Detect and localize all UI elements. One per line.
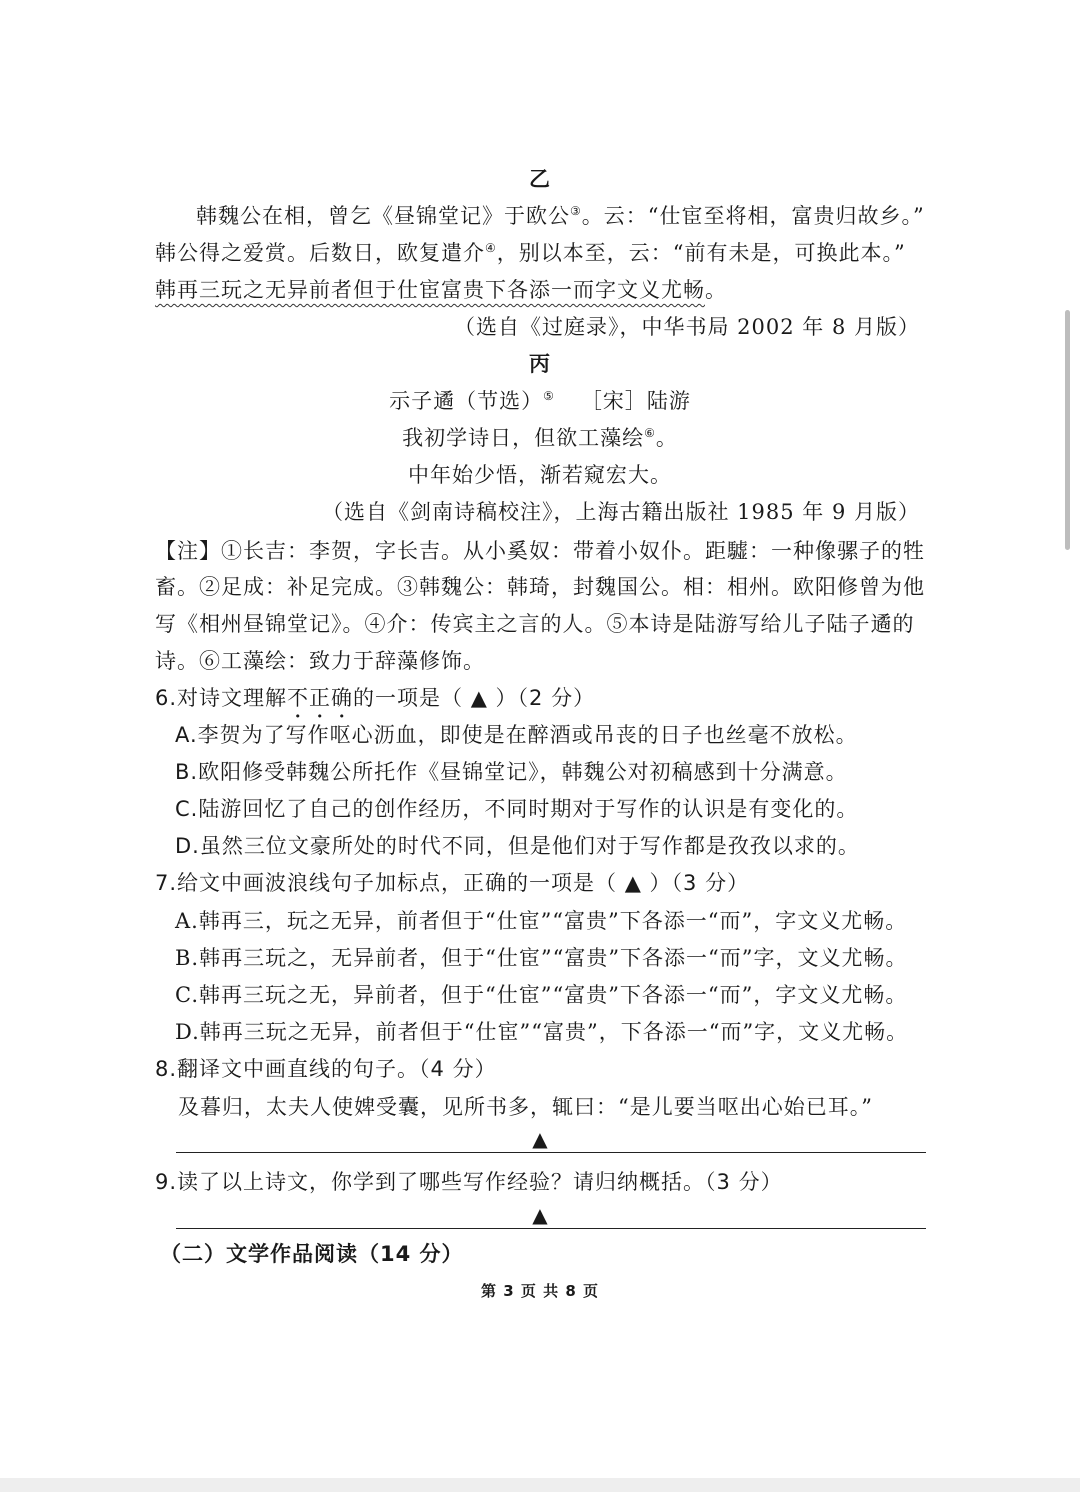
q7-option-b: B.韩再三玩之，无异前者，但于“仕宦”“富贵”下各添一“而”字，文义尤畅。	[175, 946, 908, 970]
yi-line-2-text: 韩公得之爱赏。后数日，欧复遣介	[155, 241, 485, 265]
section-2-heading: （二）文学作品阅读（14 分）	[160, 1242, 464, 1266]
q6-stem-b: 的一项是（ ▲ ）（2 分）	[353, 686, 596, 710]
section-yi-title: 乙	[529, 167, 551, 191]
notes-line-4: 诗。⑥工藻绘：致力于辞藻修饰。	[155, 649, 485, 673]
page-footer: 第 3 页 共 8 页	[481, 1282, 599, 1300]
footnote-ref-6: ⑥	[644, 426, 656, 440]
footnote-ref-3: ③	[570, 204, 582, 218]
yi-line-1-tail: 。云：“仕宦至将相，富贵归故乡。”	[581, 204, 925, 228]
q6-option-a: A.李贺为了写作呕心沥血，即使是在醉酒或吊丧的日子也丝毫不放松。	[175, 723, 858, 747]
poem-verse-1	[0, 422, 1080, 452]
q8-sentence: 及暮归，太夫人使婢受囊，见所书多，辄曰：“是儿要当呕出心始已耳。”	[178, 1095, 873, 1119]
q7-stem: 7.给文中画波浪线句子加标点，正确的一项是（ ▲ ）（3 分）	[155, 871, 750, 895]
poem-verse-1-tail: 。	[655, 426, 678, 450]
q9-stem: 9.读了以上诗文，你学到了哪些写作经验？请归纳概括。（3 分）	[155, 1170, 783, 1194]
q8-answer-mark: ▲	[532, 1127, 548, 1151]
poem-heading	[0, 385, 1080, 415]
q6-stem-a: 6.对诗文理解	[155, 686, 288, 710]
q6-option-d: D.虽然三位文豪所处的时代不同，但是他们对于写作都是孜孜以求的。	[175, 834, 860, 858]
scrollbar[interactable]	[1065, 310, 1070, 550]
poem-verse-2: 中年始少悟，渐若窥宏大。	[408, 463, 672, 487]
notes-line-1: 【注】①长吉：李贺，字长吉。从小奚奴：带着小奴仆。距驉：一种像骡子的牲	[155, 539, 925, 563]
footnote-ref-5: ⑤	[543, 389, 555, 403]
poem-author: ［宋］陆游	[580, 389, 691, 413]
q7-option-d: D.韩再三玩之无异，前者但于“仕宦”“富贵”，下各添一“而”字，文义尤畅。	[175, 1020, 909, 1044]
q9-answer-mark: ▲	[532, 1203, 548, 1227]
yi-line-3	[155, 274, 727, 304]
yi-source: （选自《过庭录》，中华书局 2002 年 8 月版）	[453, 315, 920, 339]
poem-verse-1-text: 我初学诗日，但欲工藻绘	[402, 426, 645, 450]
q6-emphasis: 不正确	[287, 686, 354, 710]
yi-line-2-tail: ，别以本至，云：“前有未是，可换此本。”	[496, 241, 906, 265]
poem-title: 示子遹（节选）	[389, 389, 544, 413]
q6-stem	[155, 682, 595, 723]
notes-line-2: 畜。②足成：补足完成。③韩魏公：韩琦，封魏国公。相：相州。欧阳修曾为他	[155, 575, 925, 599]
q7-option-c: C.韩再三玩之无，异前者，但于“仕宦”“富贵”下各添一“而”，字文义尤畅。	[175, 983, 908, 1007]
yi-line-3-tail: 。	[705, 278, 727, 302]
q6-option-b: B.欧阳修受韩魏公所托作《昼锦堂记》，韩魏公对初稿感到十分满意。	[175, 760, 848, 784]
q9-answer-line[interactable]	[176, 1228, 926, 1229]
q8-answer-line[interactable]	[176, 1152, 926, 1153]
yi-line-1-text: 韩魏公在相，曾乞《昼锦堂记》于欧公	[196, 204, 570, 228]
q8-stem: 8.翻译文中画直线的句子。（4 分）	[155, 1057, 497, 1081]
yi-line-2	[155, 237, 906, 267]
bottom-bar	[0, 1478, 1080, 1492]
notes-line-3: 写《相州昼锦堂记》。④介：传宾主之言的人。⑤本诗是陆游写给儿子陆子遹的	[155, 612, 915, 636]
q7-option-a: A.韩再三，玩之无异，前者但于“仕宦”“富贵”下各添一“而”，字文义尤畅。	[175, 909, 908, 933]
bing-source: （选自《剑南诗稿校注》，上海古籍出版社 1985 年 9 月版）	[321, 500, 920, 524]
q6-option-c: C.陆游回忆了自己的创作经历，不同时期对于写作的认识是有变化的。	[175, 797, 859, 821]
footnote-ref-4: ④	[485, 241, 497, 255]
yi-line-1	[196, 200, 925, 230]
wavy-underlined-sentence: 韩再三玩之无异前者但于仕宦富贵下各添一而字文义尤畅	[155, 278, 705, 302]
section-bing-title: 丙	[529, 352, 551, 376]
